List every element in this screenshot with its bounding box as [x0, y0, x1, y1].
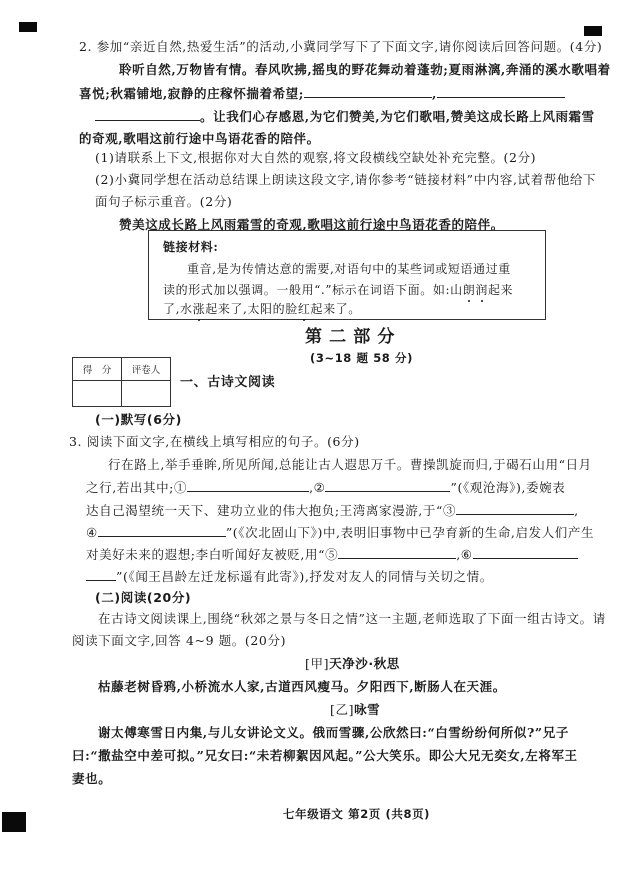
q3-line-3 [86, 502, 579, 519]
q2-sub-question-2-line-1: (2)小冀同学想在活动总结课上朗读这段文字,请你参考“链接材料”中内容,试着帮他给下 [95, 172, 597, 187]
part-2-title: 第 二 部 分 [305, 327, 395, 347]
q3-line3-sep: , [574, 503, 579, 518]
q2-sep: , [431, 86, 437, 101]
q3-line-2 [86, 479, 565, 496]
answer-blank-3[interactable] [456, 502, 574, 515]
poem-b-line-1: 谢太傅寒雪日内集,与儿女讲论文义。俄而雪骤,公欣然曰:“白雪纷纷何所似?”兄子 [98, 725, 569, 740]
score-header: 得 分 [73, 358, 122, 381]
q2-paragraph-line-1: 聆听自然,万物皆有情。春风吹拂,摇曳的野花舞动着蓬勃;夏雨淋漓,奔涌的溪水歌唱着 [119, 62, 611, 77]
q2-line2-text: 喜悦;秋霜铺地,寂静的庄稼怀揣着希望; [79, 86, 304, 101]
answer-blank-2[interactable] [325, 479, 450, 492]
score-table [72, 357, 171, 407]
registration-mark-top-right [584, 26, 602, 36]
poem-b-line-3: 妻也。 [72, 771, 112, 786]
q2-answer-blank-3[interactable] [95, 108, 200, 121]
part-2-subtitle: (3~18 题 58 分) [310, 351, 413, 365]
q2-paragraph-line-3 [95, 108, 595, 125]
poem-b-title: 咏雪 [354, 702, 381, 717]
poem-b-heading [330, 702, 380, 718]
section-1-title: 一、古诗文阅读 [180, 375, 276, 390]
registration-mark-top-left [19, 22, 37, 32]
registration-mark-bottom-left [2, 812, 26, 832]
q2-title: 2. 参加“亲近自然,热爱生活”的活动,小冀同学写下了下面文字,请你阅读后回答问题。(4分) [79, 39, 603, 54]
page-footer: 七年级语文 第2页 (共8页) [283, 807, 431, 821]
q3-line5-text: 对美好未来的遐想;李白听闻好友被贬,用“⑤ [86, 547, 339, 562]
emphasis-char: 涨 [192, 302, 206, 316]
q3-line5-sep: ,⑥ [456, 547, 473, 562]
q2-answer-blank-1[interactable] [304, 85, 432, 98]
q2-paragraph-line-4: 的奇观,歌唱这前行途中鸟语花香的陪伴。 [79, 131, 320, 146]
grader-header: 评卷人 [122, 358, 171, 381]
reading-section-title: (二)阅读(20分) [95, 590, 192, 605]
q3-line2-text: 之行,若出其中;① [86, 480, 188, 495]
grader-cell[interactable] [122, 381, 171, 407]
link-material-box [148, 230, 546, 320]
q3-title: 3. 阅读下面文字,在横线上填写相应的句子。(6分) [69, 434, 360, 449]
answer-blank-6[interactable] [473, 546, 578, 559]
reading-intro-line-1: 在古诗文阅读课上,围绕“秋郊之景与冬日之情”这一主题,老师选取了下面一组古诗文。请 [98, 611, 606, 626]
link-line2-tail: 起来 [487, 283, 514, 297]
q3-line-4 [86, 524, 594, 541]
q3-line-5 [86, 546, 578, 563]
q3-line3-text: 达自己渴望统一天下、建功立业的伟大抱负;王湾离家漫游,于“③ [86, 503, 457, 518]
poem-a-heading [305, 656, 400, 672]
q2-target-sentence: 赞美这成长路上风雨霜雪的奇观,歌唱这前行途中鸟语花香的陪伴。 [119, 217, 504, 232]
q3-line4-text: ”(《次北固山下》)中,表明旧事物中已孕育新的生命,启发人们产生 [225, 525, 595, 540]
poem-b-line-2: 曰:“撒盐空中差可拟。”兄女曰:“未若柳絮因风起。”公大笑乐。即公大兄无奕女,左将军王 [72, 748, 578, 763]
link-material-line-2 [163, 282, 513, 298]
emphasis-char: 朗 [462, 283, 476, 297]
q2-line3-text: 。让我们心存感恩,为它们赞美,为它们歌唱,赞美这成长路上风雨霜雪 [200, 109, 595, 124]
poem-a-label: [甲] [305, 656, 330, 671]
reading-intro-line-2: 阅读下面文字,回答 4~9 题。(20分) [72, 633, 287, 648]
dictation-section-title: (一)默写(6分) [95, 412, 182, 427]
link-material-line-3 [163, 301, 361, 317]
q2-sub-question-1: (1)请联系上下文,根据你对大自然的观察,将文段横线空缺处补充完整。(2分) [95, 150, 537, 165]
q3-line-1: 行在路上,举手垂眸,所见所闻,总能让古人遐思万千。曹操凯旋而归,于碣石山用“日月 [108, 457, 592, 472]
answer-blank-4[interactable] [98, 524, 226, 537]
poem-b-label: [乙] [330, 702, 355, 717]
answer-blank-1[interactable] [187, 479, 309, 492]
emphasis-char: 红 [297, 302, 311, 316]
link-line3-mid: 起来了,太阳的脸 [205, 302, 298, 316]
q2-sub-question-2-line-2: 面句子标示重音。(2分) [95, 194, 233, 209]
q3-line2-tail: ”(《观沧海》),委婉表 [450, 480, 566, 495]
link-material-line-1: 重音,是为传情达意的需要,对语句中的某些词或短语通过重 [187, 262, 511, 276]
answer-blank-6-cont[interactable] [86, 568, 116, 581]
q3-line2-sep: ,② [309, 480, 326, 495]
q3-line-6 [86, 568, 493, 585]
emphasis-char: 润 [475, 283, 488, 297]
score-cell[interactable] [73, 381, 122, 407]
answer-blank-5[interactable] [338, 546, 456, 559]
link-line3-tail: 起来了。 [310, 302, 361, 316]
q2-answer-blank-2[interactable] [437, 85, 565, 98]
q3-line6-text: ”(《闻王昌龄左迁龙标遥有此寄》),抒发对友人的同情与关切之情。 [116, 569, 493, 584]
q3-line4-num: ④ [86, 525, 98, 540]
link-material-title: 链接材料: [163, 240, 219, 254]
link-line2-text: 读的形式加以强调。一般用“.”标示在词语下面。如:山 [163, 283, 463, 297]
poem-a-text: 枯藤老树昏鸦,小桥流水人家,古道西风瘦马。夕阳西下,断肠人在天涯。 [98, 679, 506, 694]
q2-paragraph-line-2 [79, 85, 565, 102]
poem-a-title: 天净沙·秋思 [329, 656, 400, 671]
link-line3-text: 了,水 [163, 302, 193, 316]
